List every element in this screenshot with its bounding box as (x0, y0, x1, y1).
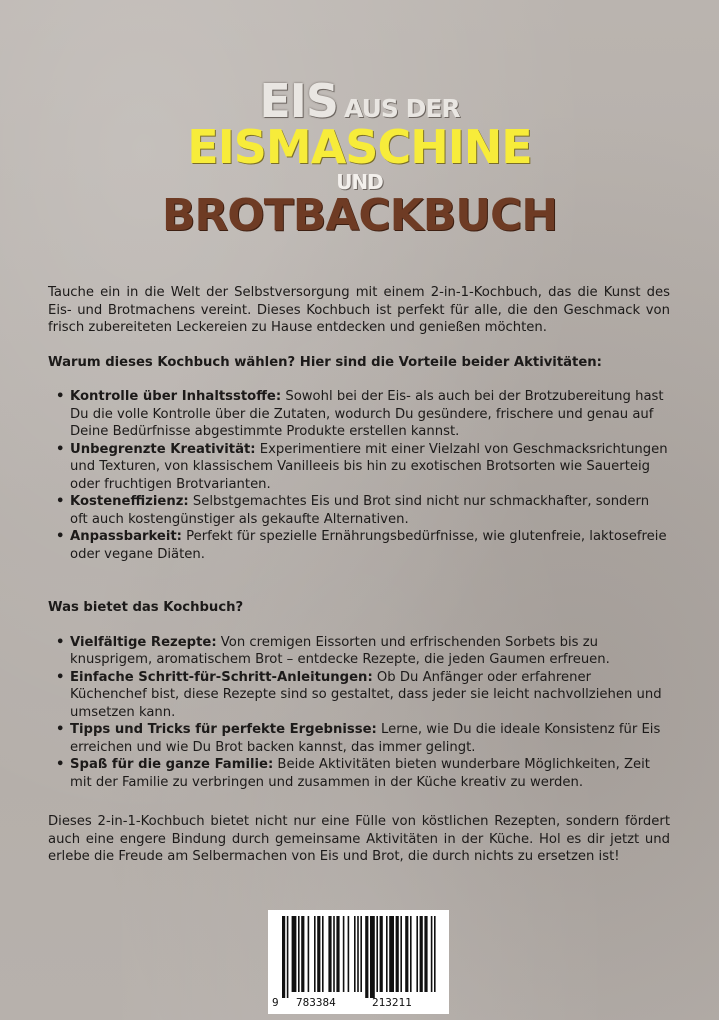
barcode-bar (322, 916, 324, 992)
barcode-bar (354, 916, 356, 992)
barcode-bar (343, 916, 345, 992)
list-item-text: Selbstgemachtes Eis und Brot sind nicht nur schmackhafter, sondern oft auch kostengünstiger als gekaufte Alternativen. (70, 494, 650, 527)
barcode-bar (328, 916, 331, 992)
barcode-bar (410, 916, 412, 992)
list-item-text: Von cremigen Eissorten und erfrischenden Sorbets bis zu knusprigem, aromatischem Brot – entdecke Rezepte, die jeden Gaumen erfreuen. (70, 634, 610, 667)
list-item-text: Beide Aktivitäten bieten wunderbare Möglichkeiten, Zeit mit der Familie zu verbringen und zusammen in der Küche kreativ zu werden. (70, 757, 650, 790)
barcode-bar (292, 916, 297, 992)
barcode-bar (370, 916, 375, 998)
list-item (70, 721, 670, 756)
title-aus-der: AUS DER (344, 94, 460, 123)
cover-title (0, 74, 719, 241)
list-item-text: Sowohl bei der Eis- als auch bei der Brotzubereitung hast Du die volle Kontrolle über die Zutaten, wodurch Du gesündere, frischere und genau auf Deine Bedürfnisse abgestimmte Produkte erstellen kannst. (70, 389, 664, 439)
barcode-bar (386, 916, 388, 992)
barcode-bar (424, 916, 427, 992)
barcode-bar (308, 916, 310, 992)
features-list (48, 634, 670, 792)
barcode-bar (348, 916, 350, 992)
list-item (70, 528, 670, 563)
list-item (70, 388, 670, 441)
title-eismaschine: EISMASCHINE (187, 120, 532, 174)
barcode-bar (317, 916, 320, 992)
barcode-bar (396, 916, 399, 992)
barcode-bar (336, 916, 339, 992)
benefits-list (48, 388, 670, 563)
barcode-bar (365, 916, 368, 998)
barcode-digits-right: 213211 (372, 996, 412, 1009)
barcode-bar (314, 916, 316, 992)
list-item-label: Kontrolle über Inhaltsstoffe: (70, 389, 282, 404)
list-item (70, 441, 670, 494)
section1-heading: Warum dieses Kochbuch wählen? Hier sind die Vorteile beider Aktivitäten: (48, 354, 602, 370)
barcode-bar (431, 916, 433, 992)
list-item-text: Experimentiere mit einer Vielzahl von Geschmacksrichtungen und Texturen, von klassischem Vanilleeis bis hin zu exotischen Brotsorten wie Sauerteig oder fruchtigen Brotvarianten. (70, 441, 668, 492)
section2-heading: Was bietet das Kochbuch? (48, 600, 244, 615)
intro-paragraph: Tauche ein in die Welt der Selbstversorgung mit einem 2-in-1-Kochbuch, das die Kunst des Eis- und Brotmachens vereint. Dieses Kochbuch ist perfekt für alle, die den Geschmack von frisch zubereiteten Leckereien zu Hause entdecken und genießen möchten. (48, 285, 670, 335)
title-eis: EIS (259, 74, 338, 128)
list-item (70, 669, 670, 722)
list-item-label: Vielfältige Rezepte: (70, 634, 217, 650)
barcode-digit-first: 9 (272, 996, 279, 1009)
list-item (70, 634, 670, 669)
list-item (70, 756, 670, 791)
isbn-barcode (268, 910, 449, 1014)
barcode-bar (333, 916, 335, 992)
list-item-label: Spaß für die ganze Familie: (70, 757, 274, 772)
barcode-bar (389, 916, 394, 992)
barcode-bar (434, 916, 436, 992)
barcode-bar (298, 916, 300, 992)
barcode-bar (416, 916, 418, 992)
barcode-bar (376, 916, 378, 992)
barcode-bar (360, 916, 362, 992)
barcode-digits-left: 783384 (296, 996, 336, 1009)
list-item-text: Lerne, wie Du die ideale Konsistenz für Eis erreichen und wie Du Brot backen kannst, das immer gelingt. (70, 722, 661, 755)
barcode-bar (357, 916, 359, 992)
barcode-bar (301, 916, 304, 992)
list-item-label: Tipps und Tricks für perfekte Ergebnisse: (70, 722, 377, 737)
list-item-label: Einfache Schritt-für-Schritt-Anleitungen: (70, 669, 373, 685)
list-item-text: Perfekt für spezielle Ernährungsbedürfnisse, wie glutenfreie, laktosefreie oder vegane Diäten. (70, 529, 667, 562)
barcode-bar (400, 916, 402, 992)
list-item-label: Unbegrenzte Kreativität: (70, 441, 256, 457)
title-und: UND (336, 170, 383, 194)
list-item-text: Ob Du Anfänger oder erfahrener Küchenchef bist, diese Rezepte sind so gestaltet, dass jeder sie leicht nachvollziehen und umsetzen kann. (70, 669, 662, 720)
barcode-bar (287, 916, 289, 998)
title-brotbackbuch: BROTBACKBUCH (161, 190, 558, 241)
barcode-bar (420, 916, 423, 992)
blurb (48, 284, 670, 866)
barcode-bar (282, 916, 285, 998)
barcode-bar (405, 916, 408, 992)
barcode-digits (268, 996, 449, 1012)
title-line-1 (0, 74, 719, 128)
list-item-label: Anpassbarkeit: (70, 529, 182, 544)
list-item-label: Kosteneffizienz: (70, 494, 189, 509)
list-item (70, 493, 670, 528)
barcode-bar (380, 916, 383, 992)
outro-paragraph: Dieses 2-in-1-Kochbuch bietet nicht nur eine Fülle von köstlichen Rezepten, sondern fördert auch eine engere Bindung durch gemeinsame Aktivitäten in der Küche. Hol es dir jetzt und erlebe die Freude am Selbermachen von Eis und Brot, die durch nichts zu ersetzen ist! (48, 814, 670, 864)
